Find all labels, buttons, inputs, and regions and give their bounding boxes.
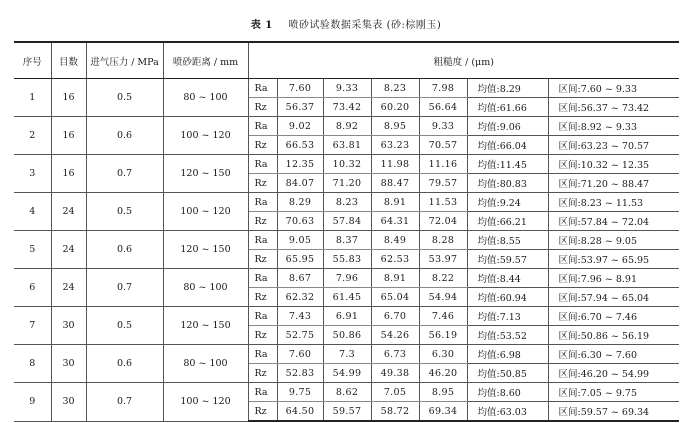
- rz-range-cell: 区间:56.37 ~ 73.42: [548, 98, 679, 117]
- seq-cell: 5: [14, 231, 51, 269]
- rz-label-cell: Rz: [248, 212, 277, 231]
- ra-value-cell: 7.60: [277, 345, 323, 364]
- rz-mean-cell: 均值:53.52: [467, 326, 548, 345]
- rz-value-cell: 54.94: [419, 288, 467, 307]
- distance-cell: 120 ~ 150: [163, 307, 248, 345]
- rz-value-cell: 56.19: [419, 326, 467, 345]
- ra-value-cell: 8.95: [371, 117, 419, 136]
- ra-label-cell: Ra: [248, 155, 277, 174]
- rz-label-cell: Rz: [248, 98, 277, 117]
- ra-mean-cell: 均值:8.44: [467, 269, 548, 288]
- ra-value-cell: 7.46: [419, 307, 467, 326]
- ra-value-cell: 12.35: [277, 155, 323, 174]
- rz-mean-cell: 均值:50.85: [467, 364, 548, 383]
- rz-value-cell: 88.47: [371, 174, 419, 193]
- distance-cell: 120 ~ 150: [163, 231, 248, 269]
- table-row: [14, 269, 679, 288]
- rz-mean-cell: 均值:60.94: [467, 288, 548, 307]
- rz-mean-cell: 均值:61.66: [467, 98, 548, 117]
- ra-value-cell: 6.30: [419, 345, 467, 364]
- rz-value-cell: 64.50: [277, 402, 323, 422]
- ra-value-cell: 11.98: [371, 155, 419, 174]
- rz-label-cell: Rz: [248, 250, 277, 269]
- ra-range-cell: 区间:7.96 ~ 8.91: [548, 269, 679, 288]
- rz-label-cell: Rz: [248, 364, 277, 383]
- ra-mean-cell: 均值:9.06: [467, 117, 548, 136]
- ra-value-cell: 7.60: [277, 79, 323, 98]
- mesh-cell: 16: [51, 117, 86, 155]
- rz-range-cell: 区间:57.84 ~ 72.04: [548, 212, 679, 231]
- rz-value-cell: 84.07: [277, 174, 323, 193]
- ra-range-cell: 区间:8.92 ~ 9.33: [548, 117, 679, 136]
- pressure-cell: 0.5: [86, 307, 163, 345]
- rz-value-cell: 50.86: [323, 326, 371, 345]
- rz-value-cell: 70.57: [419, 136, 467, 155]
- rz-value-cell: 54.99: [323, 364, 371, 383]
- ra-value-cell: 8.23: [371, 79, 419, 98]
- ra-value-cell: 9.75: [277, 383, 323, 402]
- ra-value-cell: 8.28: [419, 231, 467, 250]
- ra-value-cell: 8.29: [277, 193, 323, 212]
- rz-label-cell: Rz: [248, 402, 277, 422]
- ra-value-cell: 9.33: [323, 79, 371, 98]
- ra-label-cell: Ra: [248, 79, 277, 98]
- rz-value-cell: 52.75: [277, 326, 323, 345]
- rz-label-cell: Rz: [248, 136, 277, 155]
- table-row: [14, 307, 679, 326]
- rz-value-cell: 69.34: [419, 402, 467, 422]
- ra-value-cell: 8.91: [371, 193, 419, 212]
- rz-value-cell: 66.53: [277, 136, 323, 155]
- rz-value-cell: 46.20: [419, 364, 467, 383]
- ra-label-cell: Ra: [248, 345, 277, 364]
- ra-label-cell: Ra: [248, 231, 277, 250]
- table-row: [14, 383, 679, 402]
- header-roughness: 粗糙度 / (μm): [248, 42, 679, 79]
- rz-range-cell: 区间:46.20 ~ 54.99: [548, 364, 679, 383]
- ra-value-cell: 8.95: [419, 383, 467, 402]
- header-distance: 喷砂距离 / mm: [163, 42, 248, 79]
- distance-cell: 100 ~ 120: [163, 193, 248, 231]
- seq-cell: 4: [14, 193, 51, 231]
- mesh-cell: 24: [51, 269, 86, 307]
- table-row: [14, 193, 679, 212]
- ra-value-cell: 8.92: [323, 117, 371, 136]
- table-number: 表 1: [250, 20, 273, 31]
- ra-value-cell: 8.91: [371, 269, 419, 288]
- ra-value-cell: 7.96: [323, 269, 371, 288]
- ra-range-cell: 区间:7.05 ~ 9.75: [548, 383, 679, 402]
- ra-value-cell: 7.3: [323, 345, 371, 364]
- ra-value-cell: 8.37: [323, 231, 371, 250]
- rz-value-cell: 71.20: [323, 174, 371, 193]
- rz-value-cell: 56.37: [277, 98, 323, 117]
- distance-cell: 80 ~ 100: [163, 79, 248, 117]
- ra-mean-cell: 均值:9.24: [467, 193, 548, 212]
- rz-value-cell: 72.04: [419, 212, 467, 231]
- ra-range-cell: 区间:7.60 ~ 9.33: [548, 79, 679, 98]
- rz-mean-cell: 均值:80.83: [467, 174, 548, 193]
- rz-value-cell: 62.53: [371, 250, 419, 269]
- rz-value-cell: 65.04: [371, 288, 419, 307]
- rz-value-cell: 52.83: [277, 364, 323, 383]
- seq-cell: 9: [14, 383, 51, 422]
- rz-range-cell: 区间:57.94 ~ 65.04: [548, 288, 679, 307]
- header-seq: 序号: [14, 42, 51, 79]
- ra-mean-cell: 均值:7.13: [467, 307, 548, 326]
- ra-value-cell: 10.32: [323, 155, 371, 174]
- table-note: (砂:棕刚玉): [386, 20, 442, 31]
- ra-label-cell: Ra: [248, 307, 277, 326]
- mesh-cell: 30: [51, 345, 86, 383]
- ra-value-cell: 11.53: [419, 193, 467, 212]
- ra-value-cell: 7.98: [419, 79, 467, 98]
- rz-value-cell: 70.63: [277, 212, 323, 231]
- rz-range-cell: 区间:71.20 ~ 88.47: [548, 174, 679, 193]
- ra-value-cell: 9.02: [277, 117, 323, 136]
- pressure-cell: 0.5: [86, 79, 163, 117]
- ra-value-cell: 8.62: [323, 383, 371, 402]
- distance-cell: 80 ~ 100: [163, 269, 248, 307]
- ra-value-cell: 9.05: [277, 231, 323, 250]
- ra-label-cell: Ra: [248, 117, 277, 136]
- header-pressure: 进气压力 / MPa: [86, 42, 163, 79]
- pressure-cell: 0.7: [86, 155, 163, 193]
- rz-mean-cell: 均值:66.21: [467, 212, 548, 231]
- rz-value-cell: 57.84: [323, 212, 371, 231]
- ra-value-cell: 7.05: [371, 383, 419, 402]
- pressure-cell: 0.6: [86, 117, 163, 155]
- rz-label-cell: Rz: [248, 326, 277, 345]
- pressure-cell: 0.6: [86, 345, 163, 383]
- seq-cell: 8: [14, 345, 51, 383]
- pressure-cell: 0.7: [86, 383, 163, 422]
- rz-label-cell: Rz: [248, 174, 277, 193]
- header-mesh: 目数: [51, 42, 86, 79]
- ra-value-cell: 8.67: [277, 269, 323, 288]
- rz-range-cell: 区间:59.57 ~ 69.34: [548, 402, 679, 422]
- ra-mean-cell: 均值:11.45: [467, 155, 548, 174]
- table-title: 喷砂试验数据采集表: [288, 20, 383, 31]
- ra-mean-cell: 均值:6.98: [467, 345, 548, 364]
- table-row: [14, 155, 679, 174]
- ra-value-cell: 8.22: [419, 269, 467, 288]
- table-body: [14, 79, 679, 422]
- rz-value-cell: 64.31: [371, 212, 419, 231]
- table-caption: [0, 16, 692, 31]
- rz-value-cell: 60.20: [371, 98, 419, 117]
- rz-mean-cell: 均值:66.04: [467, 136, 548, 155]
- ra-value-cell: 11.16: [419, 155, 467, 174]
- mesh-cell: 30: [51, 383, 86, 422]
- rz-value-cell: 49.38: [371, 364, 419, 383]
- pressure-cell: 0.5: [86, 193, 163, 231]
- ra-label-cell: Ra: [248, 269, 277, 288]
- ra-value-cell: 6.73: [371, 345, 419, 364]
- pressure-cell: 0.6: [86, 231, 163, 269]
- rz-value-cell: 58.72: [371, 402, 419, 422]
- rz-value-cell: 63.23: [371, 136, 419, 155]
- rz-mean-cell: 均值:63.03: [467, 402, 548, 422]
- rz-value-cell: 55.83: [323, 250, 371, 269]
- rz-range-cell: 区间:63.23 ~ 70.57: [548, 136, 679, 155]
- ra-mean-cell: 均值:8.55: [467, 231, 548, 250]
- ra-mean-cell: 均值:8.29: [467, 79, 548, 98]
- ra-range-cell: 区间:6.70 ~ 7.46: [548, 307, 679, 326]
- distance-cell: 100 ~ 120: [163, 117, 248, 155]
- rz-value-cell: 79.57: [419, 174, 467, 193]
- mesh-cell: 24: [51, 193, 86, 231]
- rz-value-cell: 54.26: [371, 326, 419, 345]
- ra-range-cell: 区间:10.32 ~ 12.35: [548, 155, 679, 174]
- seq-cell: 2: [14, 117, 51, 155]
- rz-value-cell: 73.42: [323, 98, 371, 117]
- distance-cell: 120 ~ 150: [163, 155, 248, 193]
- table-row: [14, 117, 679, 136]
- rz-value-cell: 59.57: [323, 402, 371, 422]
- table-row: [14, 231, 679, 250]
- rz-value-cell: 56.64: [419, 98, 467, 117]
- rz-value-cell: 53.97: [419, 250, 467, 269]
- rz-value-cell: 65.95: [277, 250, 323, 269]
- seq-cell: 3: [14, 155, 51, 193]
- distance-cell: 80 ~ 100: [163, 345, 248, 383]
- mesh-cell: 16: [51, 155, 86, 193]
- ra-value-cell: 6.91: [323, 307, 371, 326]
- mesh-cell: 16: [51, 79, 86, 117]
- ra-value-cell: 9.33: [419, 117, 467, 136]
- rz-range-cell: 区间:50.86 ~ 56.19: [548, 326, 679, 345]
- table-row: [14, 79, 679, 98]
- rz-value-cell: 63.81: [323, 136, 371, 155]
- rz-mean-cell: 均值:59.57: [467, 250, 548, 269]
- rz-value-cell: 62.32: [277, 288, 323, 307]
- ra-value-cell: 6.70: [371, 307, 419, 326]
- rz-value-cell: 61.45: [323, 288, 371, 307]
- header-row: [14, 42, 679, 79]
- rz-label-cell: Rz: [248, 288, 277, 307]
- ra-mean-cell: 均值:8.60: [467, 383, 548, 402]
- pressure-cell: 0.7: [86, 269, 163, 307]
- table-row: [14, 345, 679, 364]
- mesh-cell: 30: [51, 307, 86, 345]
- seq-cell: 1: [14, 79, 51, 117]
- ra-value-cell: 8.49: [371, 231, 419, 250]
- seq-cell: 6: [14, 269, 51, 307]
- data-table: [14, 41, 679, 422]
- ra-label-cell: Ra: [248, 383, 277, 402]
- rz-range-cell: 区间:53.97 ~ 65.95: [548, 250, 679, 269]
- ra-value-cell: 7.43: [277, 307, 323, 326]
- ra-range-cell: 区间:6.30 ~ 7.60: [548, 345, 679, 364]
- mesh-cell: 24: [51, 231, 86, 269]
- ra-value-cell: 8.23: [323, 193, 371, 212]
- ra-range-cell: 区间:8.23 ~ 11.53: [548, 193, 679, 212]
- ra-label-cell: Ra: [248, 193, 277, 212]
- distance-cell: 100 ~ 120: [163, 383, 248, 422]
- ra-range-cell: 区间:8.28 ~ 9.05: [548, 231, 679, 250]
- seq-cell: 7: [14, 307, 51, 345]
